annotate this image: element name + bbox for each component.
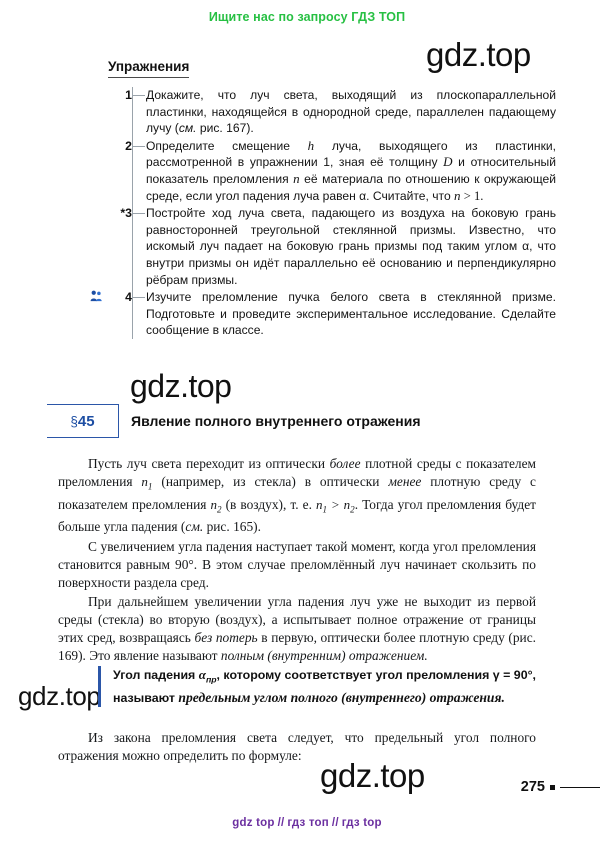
body-prose <box>58 455 536 666</box>
exercise-item <box>125 137 556 204</box>
watermark-bottom-center: gdz.top <box>320 757 425 794</box>
exercise-text: Определите смещение h луча, выходящего из пластинки, рассмотренной в упражнении 1, зная её толщину D и относительный показатель преломления n её материала по отношению к окружающей среде, если угол падения луча равен α. Считайте, что n > 1. <box>146 137 556 203</box>
folio <box>521 779 600 795</box>
exercise-item <box>120 205 556 288</box>
exercise-number: 2 <box>125 138 132 153</box>
exercise-tick-mark <box>133 213 145 214</box>
paragraph-2: С увеличением угла падения наступает такой момент, когда угол преломления становится равным 90°. В этом случае преломлённый луч начинает скользить по поверхности раздела сред. <box>58 538 536 590</box>
section-number-box <box>47 404 119 438</box>
body-prose-continued <box>58 729 536 765</box>
page-number: 275 <box>520 779 545 795</box>
promo-banner: Ищите нас по запросу ГДЗ ТОП <box>208 10 406 24</box>
section-number-value: 45 <box>77 412 95 430</box>
exercise-tick-mark <box>133 95 145 96</box>
footer-item[interactable]: гдз топ <box>287 817 329 829</box>
section-number <box>70 413 94 430</box>
folio-square-icon <box>550 785 555 790</box>
paragraph-4: Из закона преломления света следует, что предельный угол полного отражения можно определить по формуле: <box>58 730 536 764</box>
footer-separator: // <box>277 817 285 829</box>
exercises-heading: Упражнения <box>108 59 189 78</box>
folio-rule <box>560 787 600 788</box>
exercise-tick-mark <box>133 297 145 298</box>
exercise-item <box>125 87 556 137</box>
paragraph-sign: § <box>70 413 78 429</box>
definition-text: Угол падения $\alpha_{пр}$, которому соответствует угол преломления γ = 90°, называют предельным углом полного (внутреннего) отражения. <box>113 667 536 705</box>
exercise-number: 4 <box>125 290 132 305</box>
exercise-number: *3 <box>120 206 132 221</box>
exercise-tick-mark <box>133 146 145 147</box>
paragraph-1: Пусть луч света переходит из оптически более плотной среды с показателем преломления $n_1$ (например, из стекла) в оптически менее плотную среду с показателем преломления $n_2$ (в воздух), т. е. $n_1 > n_2$. Тогда угол преломления будет больше угла падения (см. рис. 165). <box>58 456 536 535</box>
definition-callout <box>98 666 536 707</box>
exercise-text: Изучите преломление пучка белого света в стеклянной призме. Подготовьте и проведите экспериментальное исследование. Сделайте сообщение в классе. <box>146 290 556 338</box>
exercise-number: 1 <box>125 88 132 102</box>
exercise-text: Докажите, что луч света, выходящий из плоскопараллельной пластинки, находящейся в однородной среде, параллелен падающему лучу (см. рис. 167). <box>146 88 556 136</box>
watermark-top-right: gdz.top <box>426 36 531 73</box>
exercises-block <box>108 58 556 340</box>
people-icon <box>90 290 103 302</box>
exercise-text: Постройте ход луча света, падающего из воздуха на боковую грань равносторонней треугольной стеклянной призмы. Известно, что искомый луч падает на боковую грань призмы под таким углом α, что внутри призмы он идёт параллельно её основанию и перпендикулярно рёбрам призмы. <box>146 206 556 287</box>
paragraph-3: При дальнейшем увеличении угла падения луч уже не выходит из первой среды (стекла) во вторую (воздух), а испытывает полное отражение от границы этих сред, возвращаясь без потерь в первую, оптически более плотную среду (рис. 169). Это явление называют полным (внутренним) отражением. <box>58 593 536 664</box>
exercise-item <box>125 289 556 339</box>
watermark-lower-left: gdz.top <box>18 681 101 711</box>
exercises-list <box>120 87 556 339</box>
watermark-middle-left: gdz.top <box>130 368 232 404</box>
section-heading <box>47 404 557 438</box>
footer-links <box>0 817 614 829</box>
footer-separator: // <box>331 817 339 829</box>
section-title: Явление полного внутреннего отражения <box>131 413 421 429</box>
footer-item[interactable]: gdz top <box>232 817 275 829</box>
footer-item[interactable]: гдз top <box>341 817 382 829</box>
